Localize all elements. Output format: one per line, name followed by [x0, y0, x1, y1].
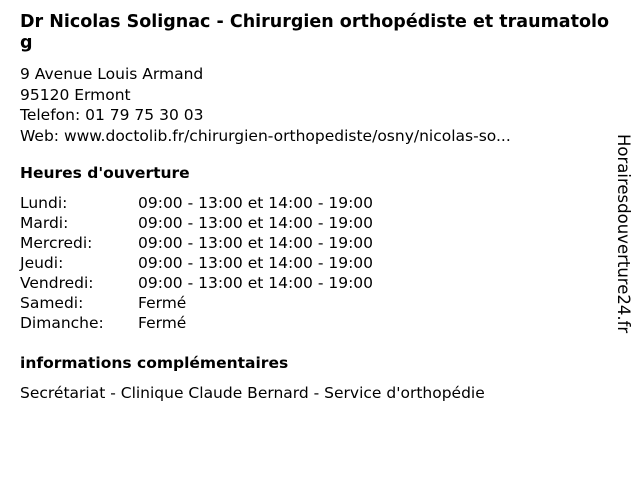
day-hours: Fermé — [138, 294, 187, 312]
address-block — [20, 64, 511, 146]
day-hours: 09:00 - 13:00 et 14:00 - 19:00 — [138, 234, 374, 252]
day-label: Samedi: — [20, 294, 84, 312]
day-label: Jeudi: — [20, 254, 64, 272]
hours-row-wednesday — [20, 233, 373, 253]
website-link: Web: www.doctolib.fr/chirurgien-orthopediste/osny/nicolas-so... — [20, 126, 511, 145]
hours-row-sunday — [20, 313, 373, 333]
page-title: Dr Nicolas Solignac - Chirurgien orthopédiste et traumatolog — [20, 12, 610, 53]
day-hours: Fermé — [138, 314, 187, 332]
day-hours: 09:00 - 13:00 et 14:00 - 19:00 — [138, 274, 374, 292]
opening-hours-heading: Heures d'ouverture — [20, 164, 190, 182]
day-hours: 09:00 - 13:00 et 14:00 - 19:00 — [138, 214, 374, 232]
hours-row-monday — [20, 193, 373, 213]
hours-row-thursday — [20, 253, 373, 273]
day-label: Mercredi: — [20, 234, 93, 252]
site-watermark: Horairesdouverture24.fr — [614, 134, 633, 334]
day-label: Vendredi: — [20, 274, 94, 292]
address-city: 95120 Ermont — [20, 85, 131, 104]
additional-info-text: Secrétariat - Clinique Claude Bernard - Service d'orthopédie — [20, 384, 485, 402]
opening-hours-table — [20, 193, 373, 333]
hours-row-tuesday — [20, 213, 373, 233]
hours-row-friday — [20, 273, 373, 293]
hours-row-saturday — [20, 293, 373, 313]
day-label: Dimanche: — [20, 314, 104, 332]
phone-number: Telefon: 01 79 75 30 03 — [20, 106, 204, 124]
address-street: 9 Avenue Louis Armand — [20, 65, 204, 83]
day-label: Lundi: — [20, 194, 68, 212]
day-hours: 09:00 - 13:00 et 14:00 - 19:00 — [138, 194, 374, 212]
additional-info-heading: informations complémentaires — [20, 354, 289, 372]
day-hours: 09:00 - 13:00 et 14:00 - 19:00 — [138, 254, 374, 272]
day-label: Mardi: — [20, 214, 69, 232]
